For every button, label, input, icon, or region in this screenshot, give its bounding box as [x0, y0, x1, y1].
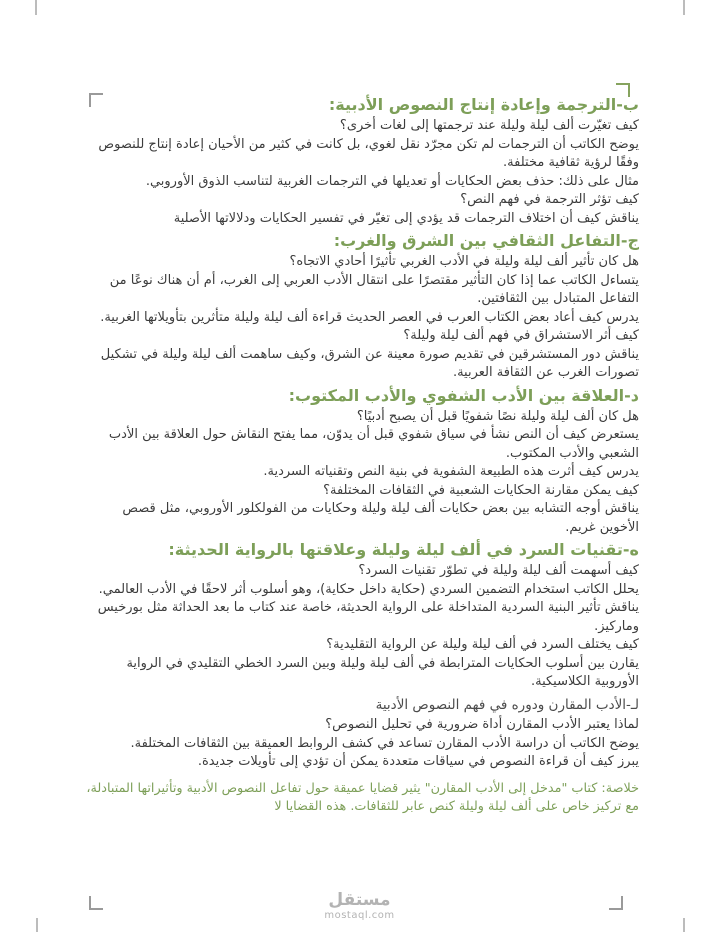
paragraph: كيف تؤثر الترجمة في فهم النص؟	[460, 192, 639, 207]
paragraph: يوضح الكاتب أن دراسة الأدب المقارن تساعد في كشف الروابط العميقة بين الثقافات المختلفة.	[130, 735, 639, 751]
paragraph: كيف أسهمت ألف ليلة وليلة في تطوّر تقنيات السرد؟	[358, 563, 639, 578]
paragraph: يقارن بين أسلوب الحكايات المترابطة في ألف ليلة وليلة وبين السرد الخطي التقليدي في الرواية الأوروبية الكلاسيكية.	[126, 655, 639, 689]
section-comparative-literature	[82, 696, 639, 772]
page-edge-mark-top-right	[683, 0, 685, 15]
paragraph: يدرس كيف أعاد بعض الكتاب العرب في العصر الحديث قراءة ألف ليلة وليلة متأثرين بتأويلاتها الغربية.	[100, 309, 639, 325]
summary-paragraph: خلاصة: كتاب "مدخل إلى الأدب المقارن" يثير قضايا عميقة حول تفاعل النصوص الأدبية وتأثيراتها المتبادلة، مع تركيز خاص على ألف ليلة وليلة كنص عابر للثقافات. هذه القضايا لا	[86, 780, 639, 814]
paragraph: كيف يختلف السرد في ألف ليلة وليلة عن الرواية التقليدية؟	[326, 637, 639, 652]
paragraph: يناقش تأثير البنية السردية المتداخلة على الرواية الحديثة، خاصة عند كتاب ما بعد الحداثة مثل بورخيس وماركيز.	[97, 600, 639, 634]
paragraph: هل كان تأثير ألف ليلة وليلة في الأدب الغربي تأثيرًا أحادي الاتجاه؟	[289, 254, 639, 269]
section-heading: لـ-الأدب المقارن ودوره في فهم النصوص الأدبية	[375, 696, 639, 713]
watermark-domain: mostaql.com	[324, 910, 395, 921]
paragraph: لماذا يعتبر الأدب المقارن أداة ضرورية في تحليل النصوص؟	[325, 717, 639, 732]
paragraph: كيف تغيّرت ألف ليلة وليلة عند ترجمتها إلى لغات أخرى؟	[339, 118, 639, 133]
paragraph: يبرز كيف أن قراءة النصوص في سياقات متعددة يمكن أن تؤدي إلى تأويلات جديدة.	[197, 754, 639, 769]
paragraph: يدرس كيف أثرت هذه الطبيعة الشفوية في بنية النص وتقنياته السردية.	[263, 464, 639, 479]
section-heading: ب-الترجمة وإعادة إنتاج النصوص الأدبية:	[328, 95, 639, 114]
paragraph: مثال على ذلك: حذف بعض الحكايات أو تعديلها في الترجمات الغربية لتناسب الذوق الأوروبي.	[145, 173, 639, 189]
paragraph: كيف يمكن مقارنة الحكايات الشعبية في الثقافات المختلفة؟	[323, 482, 639, 498]
watermark-logo-text: مستقل	[328, 890, 391, 910]
section-narrative-techniques	[82, 540, 639, 692]
paragraph: يناقش أوجه التشابه بين بعض حكايات ألف ليلة وليلة وحكايات من الفولكلور الأوروبي، مثل قصص الأخوين غريم.	[122, 501, 639, 535]
section-oral-written-literature	[82, 386, 639, 538]
section-heading: ه-تقنيات السرد في ألف ليلة وليلة وعلاقتها بالرواية الحديثة:	[168, 540, 639, 559]
paragraph: يناقش كيف أن اختلاف الترجمات قد يؤدي إلى تغيّر في تفسير الحكايات ودلالاتها الأصلية	[173, 210, 639, 226]
section-cultural-interaction	[82, 231, 639, 383]
paragraph: يتساءل الكاتب عما إذا كان التأثير مقتصرًا على انتقال الأدب العربي إلى الغرب، أم أن هناك نوعًا من التفاعل المتبادل بين الثقافتين.	[109, 272, 639, 306]
document-body	[82, 92, 639, 817]
mostaql-watermark	[0, 891, 719, 922]
section-translation	[82, 95, 639, 228]
paragraph: هل كان ألف ليلة وليلة نصًا شفويًا قبل أن يصبح أدبيًا؟	[356, 408, 639, 424]
paragraph: يوضح الكاتب أن الترجمات لم تكن مجرّد نقل لغوي، بل كانت في كثير من الأحيان إعادة إنتاج للنصوص وفقًا لرؤية ثقافية مختلفة.	[98, 136, 639, 170]
paragraph: كيف أثر الاستشراق في فهم ألف ليلة وليلة؟	[403, 328, 639, 343]
page-edge-mark-top-left	[35, 0, 37, 15]
paragraph: يحلل الكاتب استخدام التضمين السردي (حكاية داخل حكاية)، وهو أسلوب أثر لاحقًا في الأدب العالمي.	[98, 581, 639, 597]
paragraph: يستعرض كيف أن النص نشأ في سياق شفوي قبل أن يدوّن، مما يفتح النقاش حول العلاقة بين الأدب الشعبي والأدب المكتوب.	[108, 427, 639, 461]
section-heading: ج-التفاعل الثقافي بين الشرق والغرب:	[333, 231, 639, 250]
section-heading: د-العلاقة بين الأدب الشفوي والأدب المكتوب:	[288, 385, 639, 405]
paragraph: يناقش دور المستشرقين في تقديم صورة معينة عن الشرق، وكيف ساهمت ألف ليلة وليلة في تشكيل تصورات الغرب عن الثقافة العربية.	[100, 346, 639, 380]
